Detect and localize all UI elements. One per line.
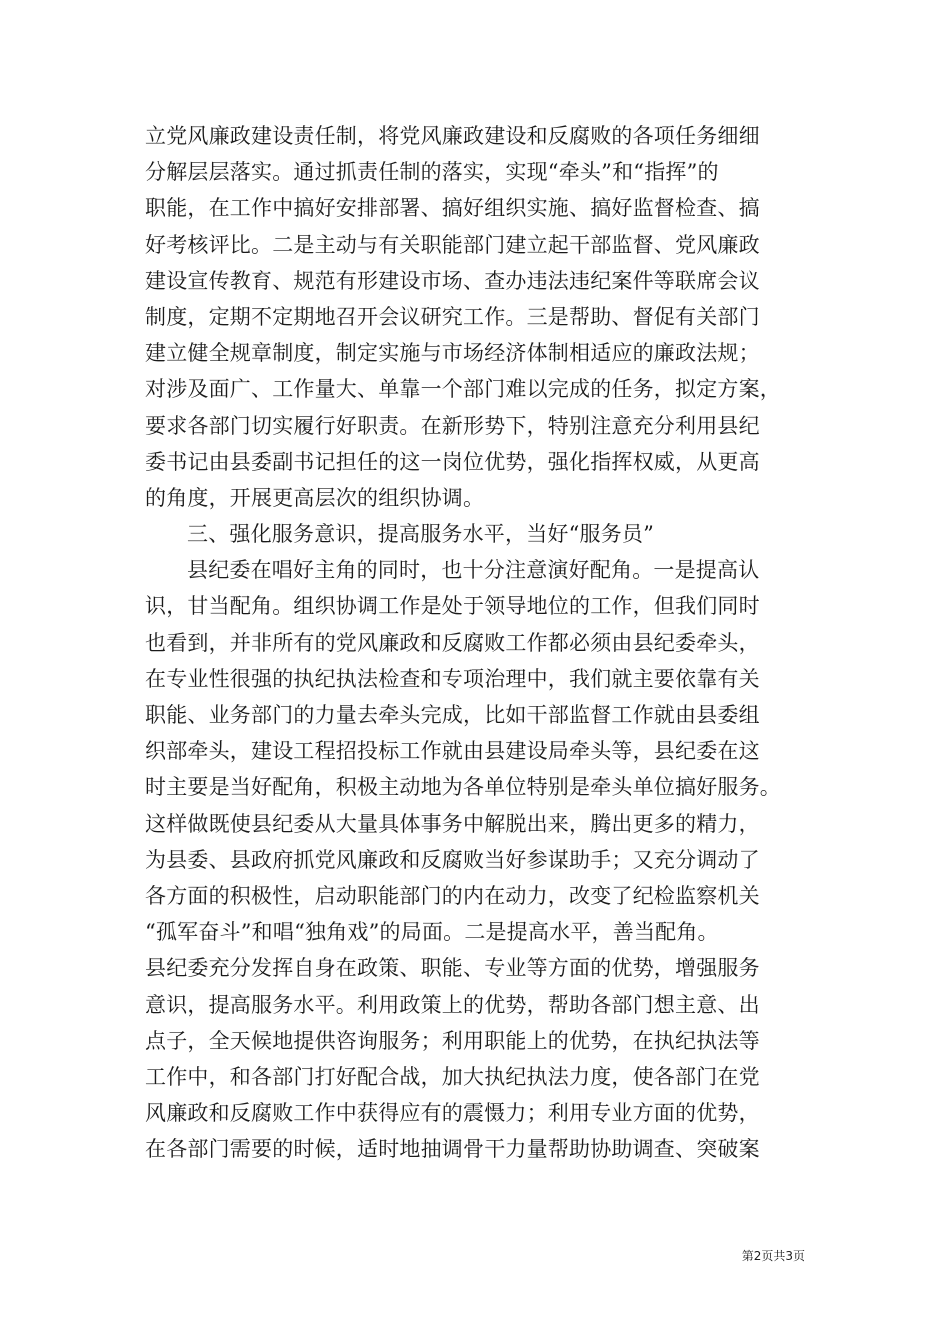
text-line: 这样做既使县纪委从大量具体事务中解脱出来，腾出更多的精力， [145,811,760,836]
text-line: 制度，定期不定期地召开会议研究工作。三是帮助、督促有关部门 [145,304,760,329]
text-line: 对涉及面广、工作量大、单靠一个部门难以完成的任务，拟定方案， [145,377,781,402]
document-body [145,118,815,1167]
text-line: 职能，在工作中搞好安排部署、搞好组织实施、搞好监督检查、搞 [145,196,760,221]
text-line: 在各部门需要的时候，适时地抽调骨干力量帮助协助调查、突破案 [145,1137,760,1162]
page-number: 第2页共3页 [741,1249,805,1263]
text-line: 职能、业务部门的力量去牵头完成，比如干部监督工作就由县委组 [145,703,760,727]
text-line: 分解层层落实。通过抓责任制的落实，实现“牵头”和“指挥”的 [145,160,719,185]
text-line: “孤军奋斗”和唱“独角戏”的局面。二是提高水平，善当配角。 [145,920,719,945]
section-heading: 三、强化服务意识，提高服务水平，当好“服务员” [187,522,655,547]
text-line: 县纪委充分发挥自身在政策、职能、专业等方面的优势，增强服务 [145,956,760,981]
text-line: 时主要是当好配角，积极主动地为各单位特别是牵头单位搞好服务。 [145,775,781,800]
text-line: 意识，提高服务水平。利用政策上的优势，帮助各部门想主意、出 [145,992,760,1017]
text-line: 建设宣传教育、规范有形建设市场、查办违法违纪案件等联席会议 [145,268,760,293]
text-line: 好考核评比。二是主动与有关职能部门建立起干部监督、党风廉政 [145,232,760,257]
text-line: 各方面的积极性，启动职能部门的内在动力，改变了纪检监察机关 [145,883,760,908]
text-line: 风廉政和反腐败工作中获得应有的震慑力；利用专业方面的优势， [145,1101,760,1126]
text-line: 在专业性很强的执纪执法检查和专项治理中，我们就主要依靠有关 [145,666,760,691]
text-line: 工作中，和各部门打好配合战，加大执纪执法力度，使各部门在党 [145,1064,760,1089]
text-line: 识，甘当配角。组织协调工作是处于领导地位的工作，但我们同时 [145,594,760,619]
text-line: 建立健全规章制度，制定实施与市场经济体制相适应的廉政法规； [145,341,760,366]
text-line: 委书记由县委副书记担任的这一岗位优势，强化指挥权威，从更高 [145,449,760,474]
text-line: 为县委、县政府抓党风廉政和反腐败当好参谋助手；又充分调动了 [145,847,760,872]
text-line: 也看到，并非所有的党风廉政和反腐败工作都必须由县纪委牵头， [145,630,760,655]
text-line: 织部牵头，建设工程招投标工作就由县建设局牵头等，县纪委在这 [145,739,760,764]
text-line: 县纪委在唱好主角的同时，也十分注意演好配角。一是提高认 [187,558,760,583]
text-line: 点子，全天候地提供咨询服务；利用职能上的优势，在执纪执法等 [145,1028,760,1053]
text-line: 要求各部门切实履行好职责。在新形势下，特别注意充分利用县纪 [145,413,760,438]
text-line: 立党风廉政建设责任制，将党风廉政建设和反腐败的各项任务细细 [145,124,760,148]
text-line: 的角度，开展更高层次的组织协调。 [145,485,485,510]
